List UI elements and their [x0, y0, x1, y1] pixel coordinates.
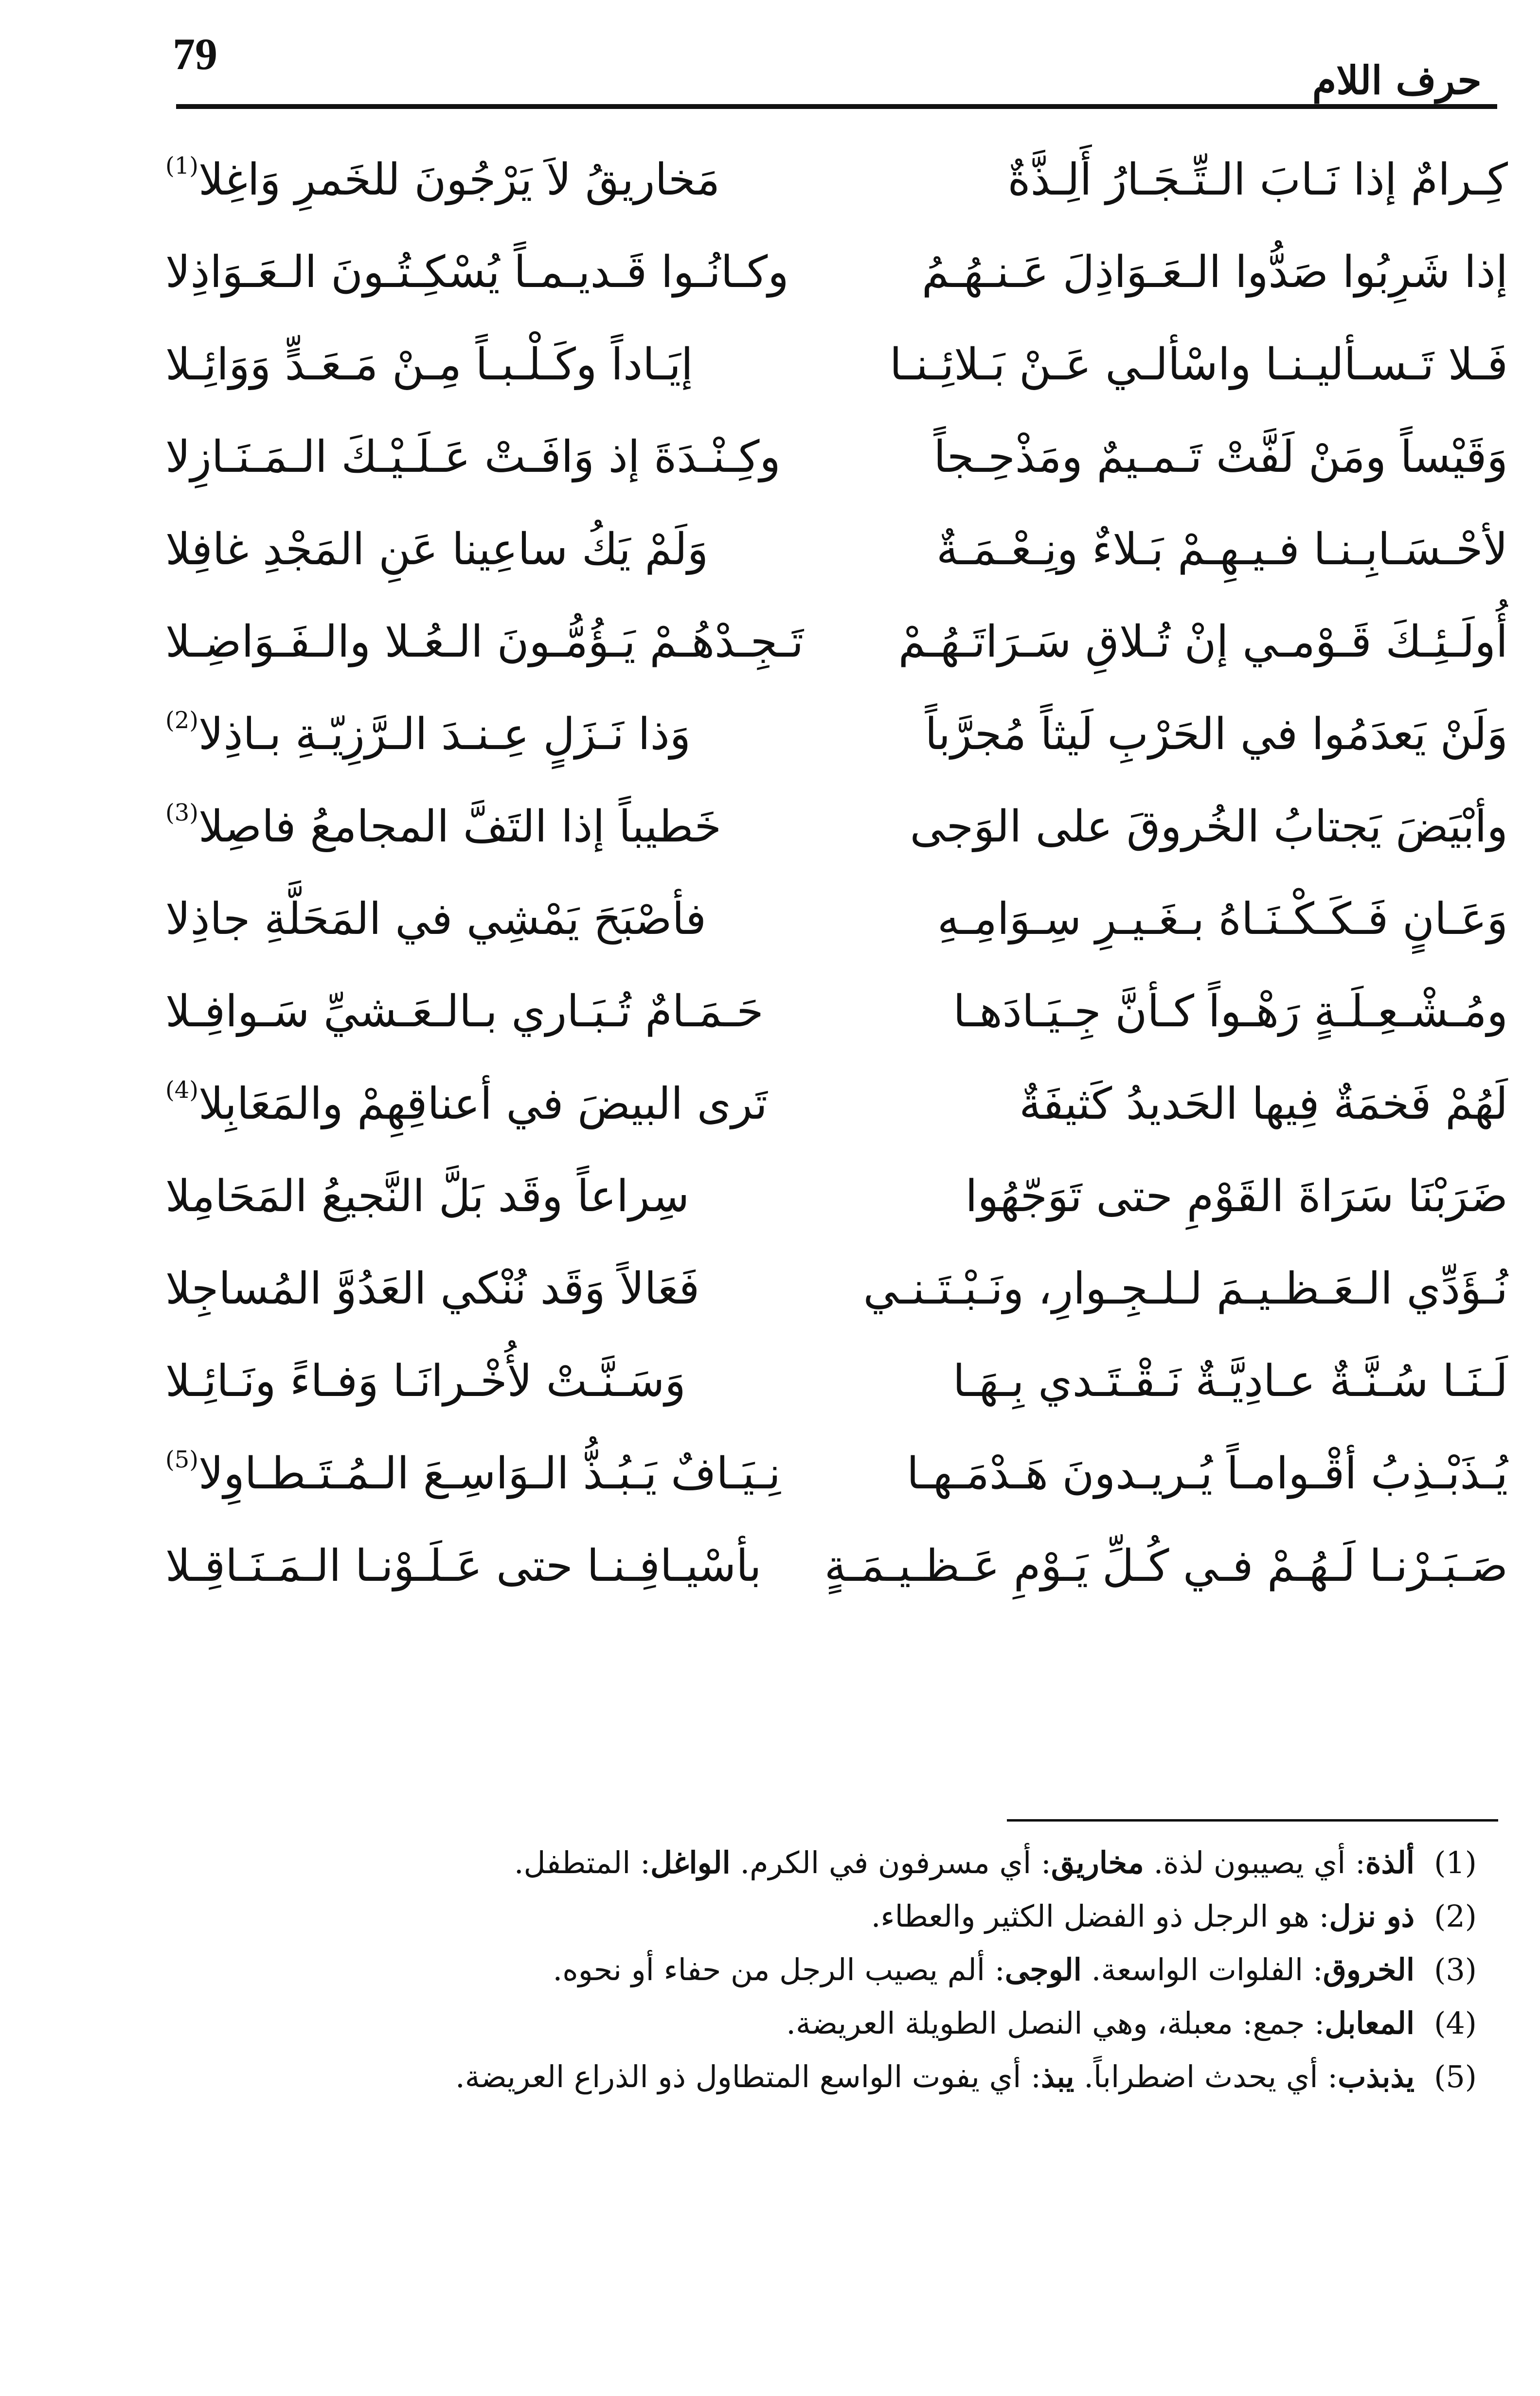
verse-second-hemistich: [165, 1446, 807, 1499]
footnote-text: [514, 1845, 1415, 1880]
verse-second-hemistich: [165, 152, 807, 205]
footnote-reference: (5): [165, 1446, 199, 1473]
footnote-definition: : أي مسرفون في الكرم.: [730, 1845, 1051, 1880]
verse-second-hemistich: [165, 1076, 807, 1129]
footnote: [125, 2050, 1477, 2104]
verse-first-hemistich: ومُـشْـعِـلَـةٍ رَهْـواً كـأنَّ جِـيَـادَهـا: [953, 986, 1508, 1037]
footnote-term: ذو نزل: [1329, 1898, 1415, 1934]
verse-second-text: تَرى البيضَ في أعناقِهِمْ والمَعَابِلا: [198, 1078, 768, 1129]
verse-second-hemistich: [165, 1356, 807, 1407]
verse-line: [165, 688, 1508, 781]
footnote-number: (2): [1434, 1898, 1477, 1934]
chapter-title: حرف اللام: [1312, 57, 1482, 103]
footnote-text: [786, 2005, 1415, 2041]
verse-first-hemistich: لَـنَـا سُـنَّـةٌ عـادِيَّـةٌ نَـقْـتَـدي بِـهَـا: [952, 1356, 1508, 1407]
verse-second-hemistich: [165, 799, 807, 852]
footnote-reference: (3): [165, 799, 199, 826]
verse-line: [165, 1150, 1508, 1243]
footnote-term: يبذ: [1040, 2059, 1074, 2094]
verse-first-hemistich: لأحْـسَـابِـنـا فـيـهِـمْ بَـلاءٌ ونِـعْـمَـةٌ: [936, 524, 1508, 575]
verse-line: [165, 596, 1508, 688]
footnote-definition: : ألم يصيب الرجل من حفاء أو نحوه.: [553, 1952, 1005, 1987]
footnote-definition: : الفلوات الواسعة.: [1081, 1952, 1323, 1987]
verse-second-text: وَلَمْ يَكُ ساعِينا عَنِ المَجْدِ غافِلا: [165, 524, 709, 575]
verse-first-hemistich: إذا شَرِبُوا صَدُّوا الـعَـوَاذِلَ عَـنـهُـمُ: [921, 247, 1508, 298]
verse-second-hemistich: [165, 247, 807, 298]
verse-second-hemistich: [165, 431, 807, 483]
verse-line: [165, 319, 1508, 411]
verse-second-text: تَـجِـدْهُـمْ يَـؤُمُّـونَ الـعُـلا والـفَـوَاضِـلا: [165, 616, 804, 667]
verse-first-hemistich: وَقَيْساً ومَنْ لَفَّتْ تَـمـيمٌ ومَذْحِـجاً: [933, 431, 1508, 483]
footnote-definition: : أي يحدث اضطراباً.: [1074, 2059, 1338, 2094]
footnote-text: [553, 1952, 1415, 1987]
verse-second-hemistich: [165, 707, 807, 760]
footnote-number: (4): [1434, 2005, 1477, 2041]
verse-first-hemistich: وأبْيَضَ يَجتابُ الخُروقَ على الوَجى: [910, 801, 1508, 852]
verse-second-hemistich: [165, 339, 807, 390]
verse-second-text: إيَـاداً وكَـلْـبـاً مِـنْ مَـعَـدٍّ وَوَائِـلا: [165, 339, 693, 390]
verse-first-hemistich: أُولَـئِـكَ قَـوْمـي إنْ تُـلاقِ سَـرَاتَـهُـمْ: [898, 616, 1508, 667]
verse-second-hemistich: [165, 616, 807, 667]
footnote-term: الوجى: [1004, 1952, 1082, 1987]
poem: [165, 134, 1508, 1612]
footnote: [125, 1890, 1477, 1943]
verse-second-text: وَذا نَـزَلٍ عِـنـدَ الـرَّزِيّـةِ بـاذِلا: [198, 709, 691, 760]
page-number: 79: [173, 29, 217, 79]
footnote-definition: : جمع: معبلة، وهي النصل الطويلة العريضة.: [786, 2005, 1325, 2041]
verse-second-hemistich: [165, 1540, 807, 1591]
footnote-reference: (2): [165, 707, 199, 734]
verse-first-hemistich: فَـلا تَـسـأليـنـا واسْألـي عَـنْ بَـلائِـنـا: [889, 339, 1508, 390]
verse-second-hemistich: [165, 524, 807, 575]
verse-first-hemistich: نُـؤَدِّي الـعَـظـيـمَ لـلـجِـوارِ، ونَـبْـتَـنـي: [863, 1263, 1508, 1314]
verse-line: [165, 966, 1508, 1058]
verse-first-hemistich: ضَرَبْنَا سَرَاةَ القَوْمِ حتى تَوَجّهُوا: [965, 1171, 1508, 1222]
footnote-term: الواغل: [650, 1845, 731, 1880]
verse-second-text: وكِـنْـدَةَ إذ وَافَـتْ عَـلَـيْـكَ الـمَـنَـازِلا: [165, 431, 781, 483]
footnote-definition: : المتطفل.: [514, 1845, 650, 1880]
footnote: [125, 1997, 1477, 2050]
footnote-reference: (4): [165, 1076, 199, 1104]
verse-line: [165, 1428, 1508, 1520]
verse-first-hemistich: كِـرامٌ إذا نَـابَ الـتِّـجَـارُ أَلِـذَّةٌ: [1007, 154, 1508, 205]
verse-second-hemistich: [165, 894, 807, 945]
verse-line: [165, 781, 1508, 873]
verse-line: [165, 503, 1508, 596]
verse-line: [165, 1058, 1508, 1150]
verse-line: [165, 411, 1508, 503]
footnote-definition: : أي يصيبون لذة.: [1144, 1845, 1365, 1880]
footnote-number: (3): [1434, 1952, 1477, 1987]
verse-second-text: نِـيَـافٌ يَـبُـذُّ الـوَاسِـعَ الـمُـتَـطـاوِلا: [198, 1448, 781, 1499]
footnote-term: ألذة: [1365, 1845, 1415, 1880]
footnote-text: [455, 2059, 1415, 2094]
footnote-term: مخاريق: [1051, 1845, 1144, 1880]
footnote-definition: : هو الرجل ذو الفضل الكثير والعطاء.: [871, 1898, 1329, 1934]
verse-first-hemistich: وَلَنْ يَعدَمُوا في الحَرْبِ لَيثاً مُجرَّباً: [925, 709, 1508, 760]
verse-second-hemistich: [165, 1263, 807, 1314]
verse-first-hemistich: يُـذَبْـذِبُ أقْـوامـاً يُـريـدونَ هَـدْمَـهـا: [907, 1448, 1508, 1499]
footnote-term: يذبذب: [1338, 2059, 1415, 2094]
footnote-reference: (1): [165, 152, 199, 179]
footnote-rule: [1007, 1819, 1498, 1822]
verse-first-hemistich: صَـبَـرْنـا لَـهُـمْ فـي كُـلِّ يَـوْمِ عَـظـيـمَـةٍ: [824, 1540, 1508, 1591]
verse-line: [165, 1520, 1508, 1612]
verse-first-hemistich: وَعَـانٍ فَـكَـكْـنَـاهُ بـغَـيـرِ سِـوَامِـهِ: [937, 894, 1508, 945]
footnotes: [125, 1836, 1477, 2104]
verse-second-text: فأصْبَحَ يَمْشِي في المَحَلَّةِ جاذِلا: [165, 894, 707, 945]
footnote-term: الخروق: [1323, 1952, 1415, 1987]
verse-second-text: سِراعاً وقَد بَلَّ النَّجيعُ المَحَامِلا: [165, 1171, 690, 1222]
verse-line: [165, 1335, 1508, 1428]
footnote-number: (1): [1434, 1845, 1477, 1880]
verse-second-text: وَسَـنَّـتْ لأُخْـرانَـا وَفـاءً ونَـائِـلا: [165, 1356, 686, 1407]
footnote-term: المعابل: [1325, 2005, 1415, 2041]
verse-second-text: خَطيباً إذا التَفَّ المجامعُ فاصِلا: [198, 801, 722, 852]
verse-second-hemistich: [165, 986, 807, 1037]
verse-second-hemistich: [165, 1171, 807, 1222]
verse-first-hemistich: لَهُمْ فَخمَةٌ فِيها الحَديدُ كَثيفَةٌ: [1019, 1078, 1508, 1129]
footnote: [125, 1836, 1477, 1890]
footnote-definition: : أي يفوت الواسع المتطاول ذو الذراع العريضة.: [455, 2059, 1041, 2094]
verse-second-text: فَعَالاً وَقَد نُنْكي العَدُوَّ المُساجِلا: [165, 1263, 700, 1314]
header-rule: [176, 104, 1497, 109]
verse-second-text: وكـانُـوا قَـديـمـاً يُسْكِـتُـونَ الـعَـوَاذِلا: [165, 247, 789, 298]
verse-line: [165, 226, 1508, 319]
verse-line: [165, 1243, 1508, 1335]
verse-line: [165, 134, 1508, 226]
footnote-text: [871, 1898, 1415, 1934]
verse-second-text: بأسْيـافِـنـا حتى عَـلَـوْنـا الـمَـنَـاقِـلا: [165, 1540, 762, 1591]
verse-line: [165, 873, 1508, 966]
footnote-number: (5): [1434, 2059, 1477, 2094]
verse-second-text: حَـمَـامٌ تُـبَـاري بـالـعَـشيِّ سَـوافِـلا: [165, 986, 764, 1037]
footnote: [125, 1943, 1477, 1997]
verse-second-text: مَخاريقُ لاَ يَرْجُونَ للخَمرِ وَاغِلا: [198, 154, 720, 205]
